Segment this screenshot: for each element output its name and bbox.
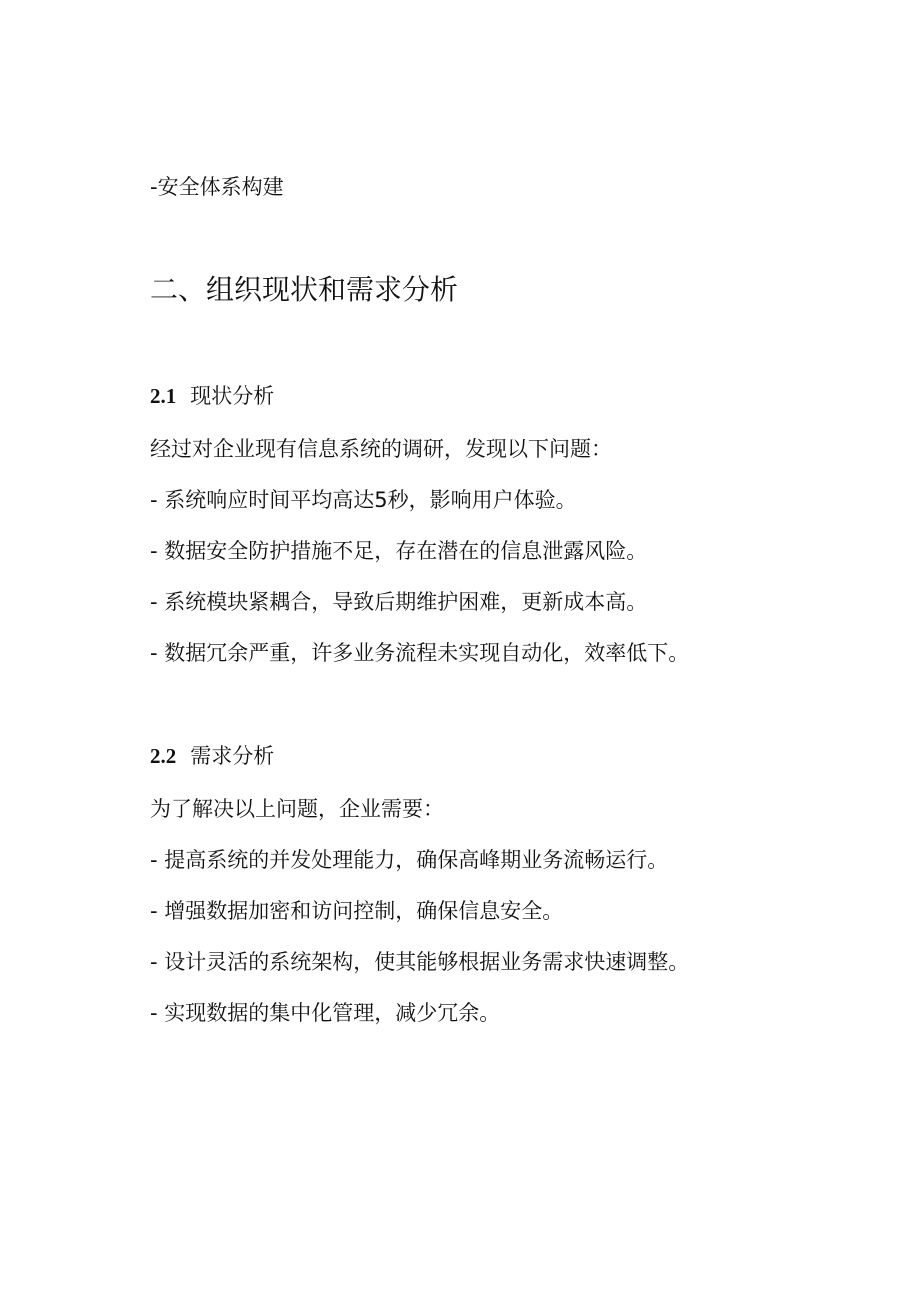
section-title: 二、组织现状和需求分析 <box>150 273 459 306</box>
subsection-1-number: 2.1 <box>150 384 177 408</box>
subsection-1-item: - 数据安全防护措施不足，存在潜在的信息泄露风险。 <box>150 539 648 563</box>
subsection-2-item: - 增强数据加密和访问控制，确保信息安全。 <box>150 899 564 923</box>
subsection-2-item: - 实现数据的集中化管理，减少冗余。 <box>150 1001 501 1025</box>
subsection-2-heading <box>150 742 274 770</box>
lead-line: -安全体系构建 <box>150 175 284 199</box>
subsection-1-item: - 数据冗余严重，许多业务流程未实现自动化，效率低下。 <box>150 641 690 665</box>
subsection-2-intro: 为了解决以上问题，企业需要： <box>150 797 444 821</box>
subsection-2-title: 需求分析 <box>190 744 275 768</box>
subsection-2-number: 2.2 <box>150 744 177 768</box>
subsection-1-title: 现状分析 <box>190 384 275 408</box>
subsection-2-item: - 设计灵活的系统架构，使其能够根据业务需求快速调整。 <box>150 950 690 974</box>
subsection-1-item: - 系统模块紧耦合，导致后期维护困难，更新成本高。 <box>150 590 648 614</box>
subsection-1-heading <box>150 382 274 410</box>
subsection-2-item: - 提高系统的并发处理能力，确保高峰期业务流畅运行。 <box>150 848 669 872</box>
subsection-1-item: - 系统响应时间平均高达5秒，影响用户体验。 <box>150 488 577 512</box>
subsection-1-intro: 经过对企业现有信息系统的调研，发现以下问题： <box>150 437 612 461</box>
